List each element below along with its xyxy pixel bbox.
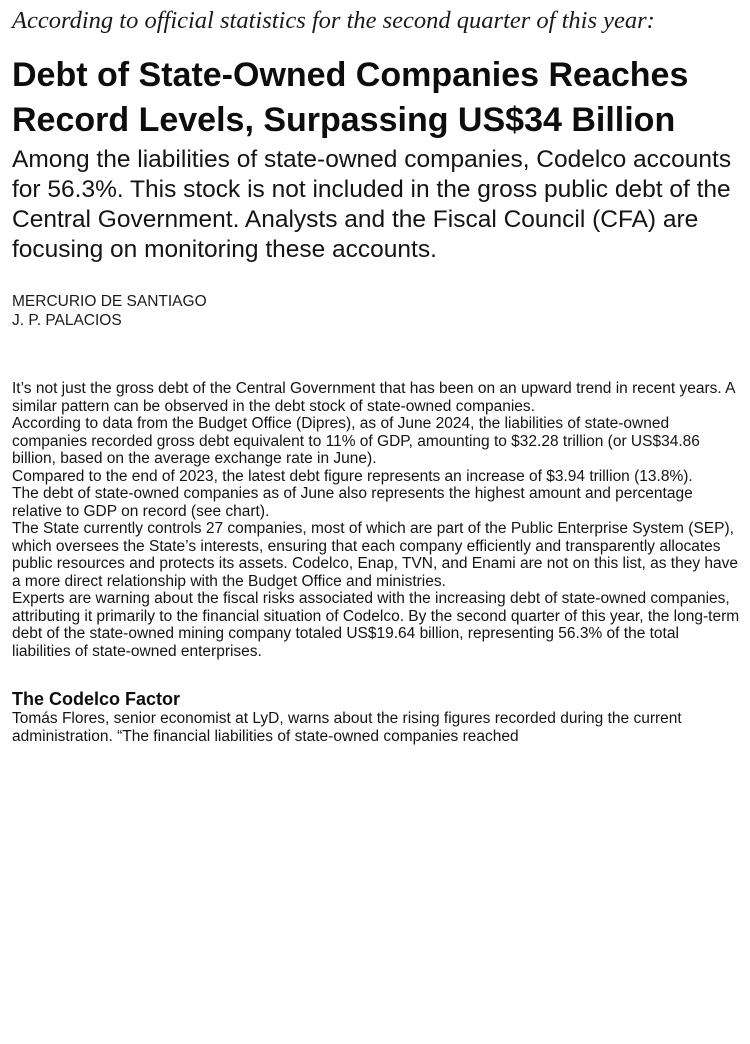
body-paragraph: According to data from the Budget Office (Dipres), as of June 2024, the liabilities of state-owned companies recorded gross debt equivalent to 11% of GDP, amounting to $32.28 trillion (or US$34.86 billion, based on the average exchange rate in June). (12, 415, 700, 467)
article-kicker: According to official statistics for the second quarter of this year: (12, 7, 655, 34)
body-paragraph: It’s not just the gross debt of the Central Government that has been on an upward trend in recent years. A similar pattern can be observed in the debt stock of state-owned companies. (12, 380, 735, 415)
article-deck: Among the liabilities of state-owned companies, Codelco accounts for 56.3%. This stock is not included in the gross public debt of the Central Government. Analysts and the Fiscal Council (CFA) are focusing on monitoring these accounts. (12, 146, 732, 263)
body-paragraph: Compared to the end of 2023, the latest debt figure represents an increase of $3.94 trillion (13.8%). (12, 467, 693, 485)
article (12, 0, 740, 745)
section-body (12, 710, 740, 745)
byline (12, 292, 740, 330)
body-paragraph: The State currently controls 27 companies, most of which are part of the Public Enterprise System (SEP), which oversees the State’s interests, ensuring that each company efficiently and transparently allocates public resources and protects its assets. Codelco, Enap, TVN, and Enami are not on this list, as they have a more direct relationship with the Budget Office and ministries. (12, 520, 739, 590)
body-paragraph: Tomás Flores, senior economist at LyD, warns about the rising figures recorded during the current administration. “The financial liabilities of state-owned companies reached (12, 710, 682, 745)
article-body (12, 380, 740, 660)
body-paragraph: The debt of state-owned companies as of June also represents the highest amount and percentage relative to GDP on record (see chart). (12, 485, 693, 520)
article-headline: Debt of State-Owned Companies Reaches Record Levels, Surpassing US$34 Billion (12, 56, 689, 139)
section-heading: The Codelco Factor (12, 689, 181, 709)
body-paragraph: Experts are warning about the fiscal risks associated with the increasing debt of state-owned companies, attributing it primarily to the financial situation of Codelco. By the second quarter of this year, the long-term debt of the state-owned mining company totaled US$19.64 billion, representing 56.3% of the total liabilities of state-owned enterprises. (12, 590, 740, 660)
byline-source: MERCURIO DE SANTIAGO (12, 293, 207, 310)
byline-author: J. P. PALACIOS (12, 312, 122, 329)
